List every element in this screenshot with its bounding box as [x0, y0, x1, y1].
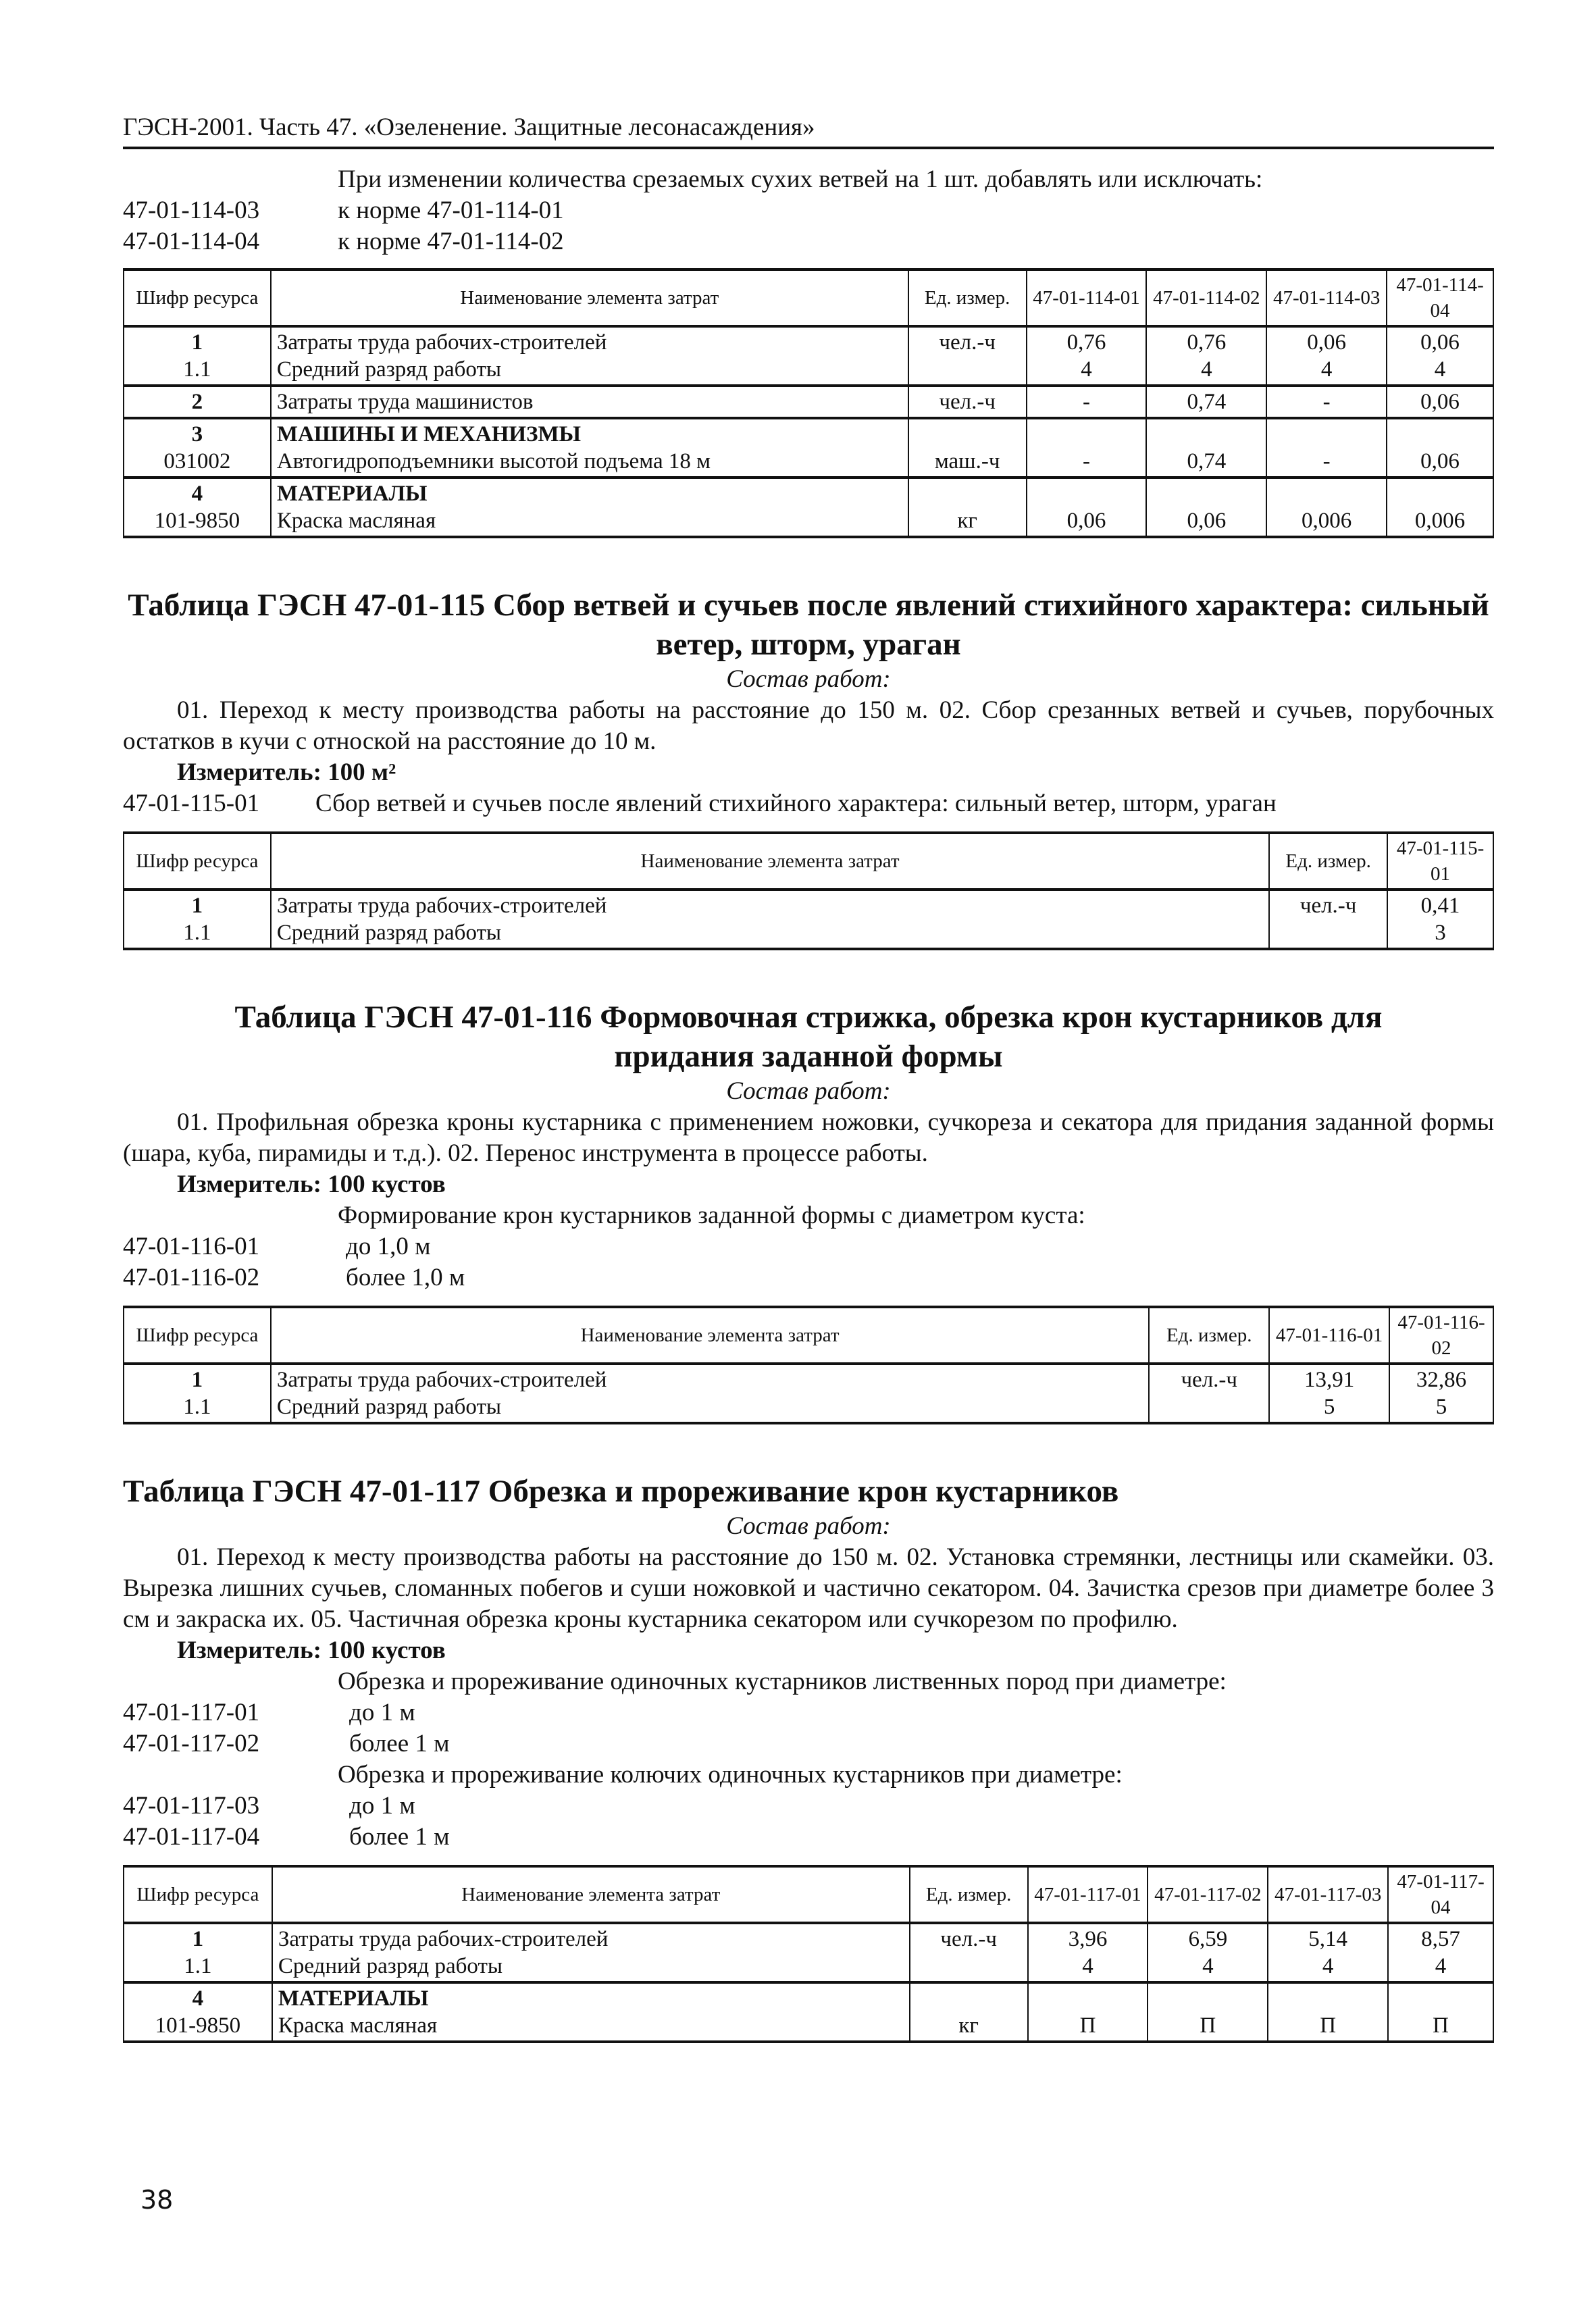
- running-head: ГЭСН-2001. Часть 47. «Озеленение. Защитные лесонасаждения»: [123, 111, 1494, 149]
- header-col: 47-01-116-01: [1269, 1307, 1389, 1364]
- row-value: 32,86: [1416, 1368, 1467, 1392]
- table-row: [124, 478, 1493, 537]
- row-value: 13,91: [1304, 1368, 1355, 1392]
- header-code: Шифр ресурса: [124, 1866, 272, 1923]
- group-note: Формирование крон кустарников заданной формы с диаметром куста:: [338, 1202, 1085, 1229]
- row-value: 0,06: [1420, 330, 1460, 355]
- table-row: [124, 386, 1493, 418]
- norm-table-115: [123, 831, 1494, 950]
- row-name: Средний разряд работы: [276, 921, 502, 945]
- row-value: 8,57: [1421, 1927, 1460, 1951]
- row-value: -: [1027, 386, 1147, 418]
- work-composition-heading: Состав работ:: [726, 1512, 891, 1540]
- row-name: Краска масляная: [278, 2013, 438, 2038]
- row-value: 0,06: [1066, 509, 1106, 533]
- header-unit: Ед. измер.: [1149, 1307, 1269, 1364]
- row-value: 6,59: [1188, 1927, 1228, 1951]
- norm-code-line: [123, 788, 1494, 819]
- row-unit: чел.-ч: [1181, 1368, 1238, 1392]
- row-unit: маш.-ч: [934, 449, 1000, 473]
- row-value: 5,14: [1308, 1927, 1348, 1951]
- row-value: 0,74: [1187, 449, 1227, 473]
- row-value: П: [1320, 2013, 1337, 2038]
- row-code: 1.1: [183, 1395, 211, 1419]
- table-header-row: [124, 1307, 1493, 1364]
- row-value: 4: [1081, 357, 1092, 382]
- row-code: 101-9850: [155, 2013, 241, 2038]
- header-unit: Ед. измер.: [908, 269, 1027, 326]
- row-group-name: МАТЕРИАЛЫ: [278, 1986, 429, 2011]
- norm-code: 47-01-117-03: [123, 1792, 260, 1820]
- table-row: [124, 326, 1493, 386]
- row-value: 5: [1323, 1395, 1335, 1419]
- row-name: Краска масляная: [276, 509, 436, 533]
- row-value: П: [1079, 2013, 1096, 2038]
- row-value: П: [1200, 2013, 1216, 2038]
- row-unit: чел.-ч: [939, 330, 996, 355]
- row-value: 4: [1082, 1954, 1093, 1978]
- norm-code-line: [123, 1262, 1494, 1293]
- table-header-row: [124, 1866, 1493, 1923]
- norm-code: 47-01-117-04: [123, 1823, 260, 1851]
- header-code: Шифр ресурса: [124, 269, 271, 326]
- norm-code: 47-01-117-02: [123, 1730, 260, 1757]
- header-name: Наименование элемента затрат: [271, 269, 908, 326]
- norm-table-117: [123, 1865, 1494, 2043]
- norm-code: 47-01-114-03: [123, 197, 260, 224]
- norm-code-line: [123, 1231, 1494, 1262]
- norm-code: 47-01-117-01: [123, 1699, 260, 1726]
- norm-desc: до 1,0 м: [346, 1233, 431, 1260]
- row-value: 0,41: [1420, 894, 1460, 918]
- table-title-116: Таблица ГЭСН 47-01-116 Формовочная стрижка, обрезка крон кустарников для придания заданной формы: [234, 1000, 1383, 1074]
- norm-code-line: [123, 1791, 1494, 1822]
- row-value: 4: [1322, 1954, 1334, 1978]
- row-value: 4: [1434, 357, 1446, 382]
- row-group-name: МАШИНЫ И МЕХАНИЗМЫ: [276, 422, 582, 446]
- norm-code-line: [123, 195, 1494, 226]
- row-name: Затраты труда рабочих-строителей: [278, 1927, 609, 1951]
- row-name: Средний разряд работы: [276, 357, 502, 382]
- row-unit: чел.-ч: [1299, 894, 1357, 918]
- header-unit: Ед. измер.: [910, 1866, 1028, 1923]
- header-col: 47-01-115-01: [1387, 833, 1493, 890]
- work-composition-heading: Состав работ:: [726, 1077, 891, 1105]
- norm-desc: до 1 м: [349, 1792, 415, 1820]
- table-row: [124, 418, 1493, 478]
- measure-unit: Измеритель: 100 кустов: [177, 1171, 446, 1198]
- row-value: 3: [1435, 921, 1446, 945]
- row-name: Затраты труда машинистов: [271, 386, 908, 418]
- group-note: Обрезка и прореживание колючих одиночных кустарников при диаметре:: [338, 1761, 1123, 1789]
- header-unit: Ед. измер.: [1269, 833, 1387, 890]
- row-value: 5: [1435, 1395, 1447, 1419]
- row-name: Затраты труда рабочих-строителей: [276, 1368, 607, 1392]
- group-note: Обрезка и прореживание одиночных кустарников лиственных пород при диаметре:: [338, 1668, 1227, 1695]
- table-header-row: [124, 269, 1493, 326]
- header-code: Шифр ресурса: [124, 833, 271, 890]
- header-col: 47-01-117-03: [1268, 1866, 1388, 1923]
- header-col: 47-01-116-02: [1389, 1307, 1493, 1364]
- header-col: 47-01-114-03: [1266, 269, 1387, 326]
- norm-desc: более 1 м: [349, 1823, 450, 1851]
- norm-table-114: [123, 268, 1494, 538]
- norm-code-line: [123, 226, 1494, 257]
- row-value: П: [1433, 2013, 1449, 2038]
- row-value: 4: [1320, 357, 1333, 382]
- row-value: 0,006: [1414, 509, 1466, 533]
- norm-code: 47-01-114-04: [123, 228, 260, 255]
- norm-desc: к норме 47-01-114-01: [338, 197, 564, 224]
- norm-desc: более 1,0 м: [346, 1264, 465, 1291]
- row-name: Средний разряд работы: [278, 1954, 503, 1978]
- table-row: [124, 890, 1493, 949]
- row-value: 0,006: [1302, 509, 1352, 533]
- table-title-117: Таблица ГЭСН 47-01-117 Обрезка и прореживание крон кустарников: [123, 1474, 1119, 1509]
- row-value: 4: [1435, 1954, 1447, 1978]
- norm-code: 47-01-116-01: [123, 1233, 260, 1260]
- header-name: Наименование элемента затрат: [272, 1866, 910, 1923]
- norm-code: 47-01-115-01: [123, 790, 260, 817]
- norm-code: 47-01-116-02: [123, 1264, 260, 1291]
- row-value: -: [1083, 449, 1090, 473]
- row-code: 1.1: [183, 357, 211, 382]
- row-name: Средний разряд работы: [276, 1395, 502, 1419]
- work-composition-heading: Состав работ:: [726, 665, 891, 693]
- norm-desc: Сбор ветвей и сучьев после явлений стихийного характера: сильный ветер, шторм, ураган: [315, 790, 1277, 817]
- row-code: 1: [191, 1368, 203, 1392]
- row-name: Автогидроподъемники высотой подъема 18 м: [276, 449, 711, 473]
- table-title-115: Таблица ГЭСН 47-01-115 Сбор ветвей и сучьев после явлений стихийного характера: сильный ветер, шторм, ураган: [128, 588, 1489, 662]
- table-header-row: [124, 833, 1493, 890]
- header-col: 47-01-117-04: [1388, 1866, 1493, 1923]
- table-row: [124, 1982, 1493, 2042]
- row-unit: кг: [957, 509, 977, 533]
- header-col: 47-01-114-02: [1146, 269, 1266, 326]
- row-value: 0,76: [1187, 330, 1227, 355]
- row-value: 0,06: [1387, 386, 1493, 418]
- row-unit: чел.-ч: [908, 386, 1027, 418]
- row-value: -: [1266, 386, 1387, 418]
- row-value: 4: [1201, 357, 1212, 382]
- norm-desc: к норме 47-01-114-02: [338, 228, 564, 255]
- row-value: 4: [1202, 1954, 1214, 1978]
- norm-desc: более 1 м: [349, 1730, 450, 1757]
- row-value: -: [1322, 449, 1331, 473]
- row-code: 1: [192, 1927, 204, 1951]
- row-value: 0,76: [1066, 330, 1106, 355]
- work-composition-text: 01. Профильная обрезка кроны кустарника с применением ножовки, сучкореза и секатора для придания заданной формы (шара, куба, пирамиды и т.д.). 02. Перенос инструмента в процессе работы.: [123, 1108, 1494, 1167]
- row-code: 1.1: [184, 1954, 212, 1978]
- table-row: [124, 1923, 1493, 1982]
- row-unit: кг: [958, 2013, 979, 2038]
- work-composition-text: 01. Переход к месту производства работы на расстояние до 150 м. 02. Установка стремянки, лестницы или скамейки. 03. Вырезка лишних сучьев, сломанных побегов и суши ножовкой и частично секатором. 04. Зачистка срезов при диаметре более 3 см и закраска их. 05. Частичная обрезка кроны кустарника секатором или сучкорезом по профилю.: [123, 1543, 1494, 1633]
- header-col: 47-01-117-01: [1028, 1866, 1148, 1923]
- row-value: 3,96: [1068, 1927, 1108, 1951]
- norm-code-line: [123, 1697, 1494, 1728]
- page-number: 38: [140, 2185, 174, 2215]
- table-row: [124, 1364, 1493, 1423]
- norm-table-116: [123, 1306, 1494, 1424]
- row-value: 0,06: [1187, 509, 1227, 533]
- row-code: 4: [192, 1986, 204, 2011]
- row-group-name: МАТЕРИАЛЫ: [276, 482, 428, 506]
- norm-code-line: [123, 1728, 1494, 1759]
- header-name: Наименование элемента затрат: [271, 1307, 1149, 1364]
- row-code: 101-9850: [154, 509, 240, 533]
- row-code: 1: [191, 894, 203, 918]
- header-col: 47-01-114-01: [1027, 269, 1147, 326]
- row-code: 2: [124, 386, 271, 418]
- section-114-note: При изменении количества срезаемых сухих ветвей на 1 шт. добавлять или исключать:: [338, 165, 1263, 193]
- row-code: 1.1: [183, 921, 211, 945]
- row-code: 031002: [163, 449, 231, 473]
- row-value: 0,06: [1420, 449, 1460, 473]
- row-value: 0,74: [1146, 386, 1266, 418]
- row-unit: чел.-ч: [940, 1927, 997, 1951]
- measure-unit: Измеритель: 100 м²: [177, 759, 396, 786]
- header-name: Наименование элемента затрат: [271, 833, 1269, 890]
- row-value: 0,06: [1307, 330, 1347, 355]
- norm-desc: до 1 м: [349, 1699, 415, 1726]
- header-code: Шифр ресурса: [124, 1307, 271, 1364]
- row-code: 4: [191, 482, 203, 506]
- row-code: 3: [191, 422, 203, 446]
- row-name: Затраты труда рабочих-строителей: [276, 330, 607, 355]
- norm-code-line: [123, 1822, 1494, 1853]
- header-col: 47-01-114-04: [1387, 269, 1493, 326]
- document-page: [123, 111, 1494, 2043]
- row-code: 1: [191, 330, 203, 355]
- header-col: 47-01-117-02: [1148, 1866, 1268, 1923]
- measure-unit: Измеритель: 100 кустов: [177, 1637, 446, 1664]
- row-name: Затраты труда рабочих-строителей: [276, 894, 607, 918]
- work-composition-text: 01. Переход к месту производства работы на расстояние до 150 м. 02. Сбор срезанных ветвей и сучьев, порубочных остатков в кучи с отноской на расстояние до 10 м.: [123, 696, 1494, 755]
